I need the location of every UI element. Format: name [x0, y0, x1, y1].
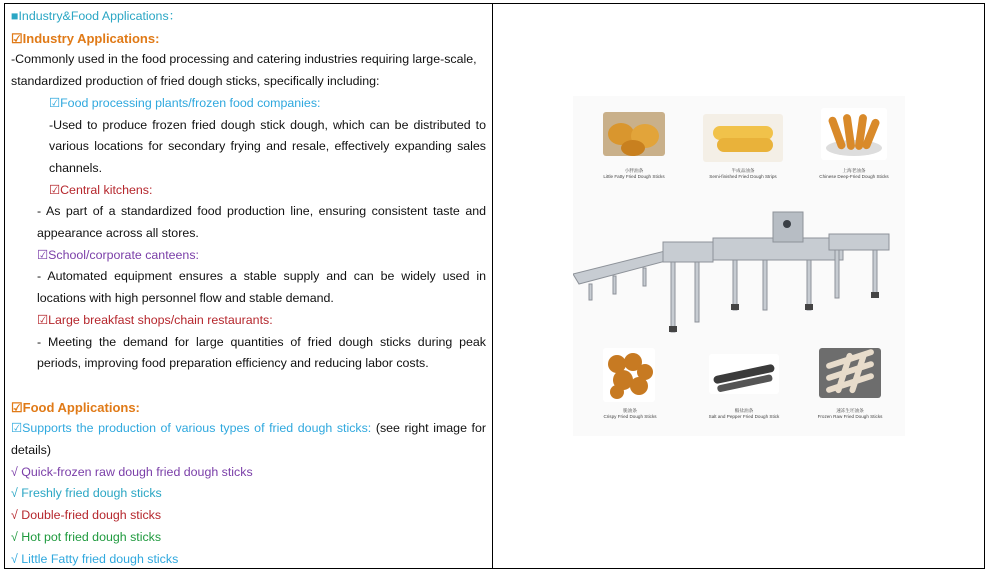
frozen-raw-sticks-photo: [819, 348, 881, 398]
section-food-plants: [11, 93, 486, 202]
section-body: appearance across all stores.: [37, 226, 199, 241]
section-body: - As part of a standardized food production line, ensuring consistent taste and: [37, 204, 486, 219]
food-item: √ Quick-frozen raw dough fried dough sticks: [11, 464, 253, 479]
salt-pepper-stick-photo: [709, 354, 779, 394]
food-title: ☑Food Applications:: [11, 399, 140, 415]
image-column: [493, 4, 984, 568]
industry-title: ☑Industry Applications:: [11, 30, 160, 46]
section-body: channels.: [49, 160, 103, 175]
food-item: √ Freshly fried dough sticks: [11, 486, 162, 501]
food-supports: ☑Supports the production of various types of fried dough sticks: (see right image for: [11, 421, 486, 436]
section-heading: ☑Large breakfast shops/chain restaurants:: [37, 312, 273, 327]
product-figure: [573, 96, 905, 436]
industry-intro-1: -Commonly used in the food processing and catering industries requiring large-scale,: [11, 52, 477, 67]
caption: 上海老油条 Chinese Deep-Fried Dough Sticks: [819, 168, 889, 179]
section-body: periods, improving food preparation efficiency and reducing labor costs.: [37, 356, 429, 371]
section-body: - Meeting the demand for large quantities of fried dough sticks during peak: [37, 334, 486, 349]
little-fatty-sticks-photo: [603, 112, 665, 156]
chinese-sticks-photo: [821, 108, 887, 160]
semi-finished-strips-photo: [703, 114, 783, 162]
section-heading: ☑Food processing plants/frozen food companies:: [49, 95, 321, 110]
food-supports-tail: details): [11, 443, 51, 458]
food-item: √ Double-fried dough sticks: [11, 508, 162, 523]
section-body: various locations for secondary frying and resale, effectively expanding sales: [49, 139, 486, 154]
crispy-sticks-photo: [603, 348, 655, 402]
industry-intro-2: standardized production of fried dough sticks, specifically including:: [11, 74, 380, 89]
section-body: -Used to produce frozen fried dough stick dough, which can be distributed to: [49, 117, 486, 132]
section-header: ■Industry&Food Applications：: [11, 9, 182, 23]
section-body: locations with high personnel flow and stable demand.: [37, 291, 334, 306]
caption: 椒盐油条 Salt and Pepper Fried Dough Stick: [708, 408, 780, 419]
caption: 小胖油条 Little Fatty Fried Dough Sticks: [603, 168, 665, 179]
food-item: √ Little Fatty fried dough sticks: [11, 551, 179, 566]
section-heading: ☑School/corporate canteens:: [37, 247, 199, 262]
caption: 速冻生坯油条 Frozen Raw Fried Dough Sticks: [817, 408, 883, 419]
caption: 半成品油条 Semi-finished Fried Dough Strips: [709, 168, 777, 179]
section-body: - Automated equipment ensures a stable supply and can be widely used in: [37, 269, 486, 284]
food-item: √ Hot pot fried dough sticks: [11, 529, 162, 544]
text-column: [5, 4, 493, 568]
section-central-kitchens: [11, 201, 486, 375]
production-line-machine: [573, 204, 905, 354]
caption: 脆油条 Crispy Fried Dough Sticks: [603, 408, 657, 419]
section-heading: ☑Central kitchens:: [49, 182, 153, 197]
content-table: [4, 3, 985, 569]
